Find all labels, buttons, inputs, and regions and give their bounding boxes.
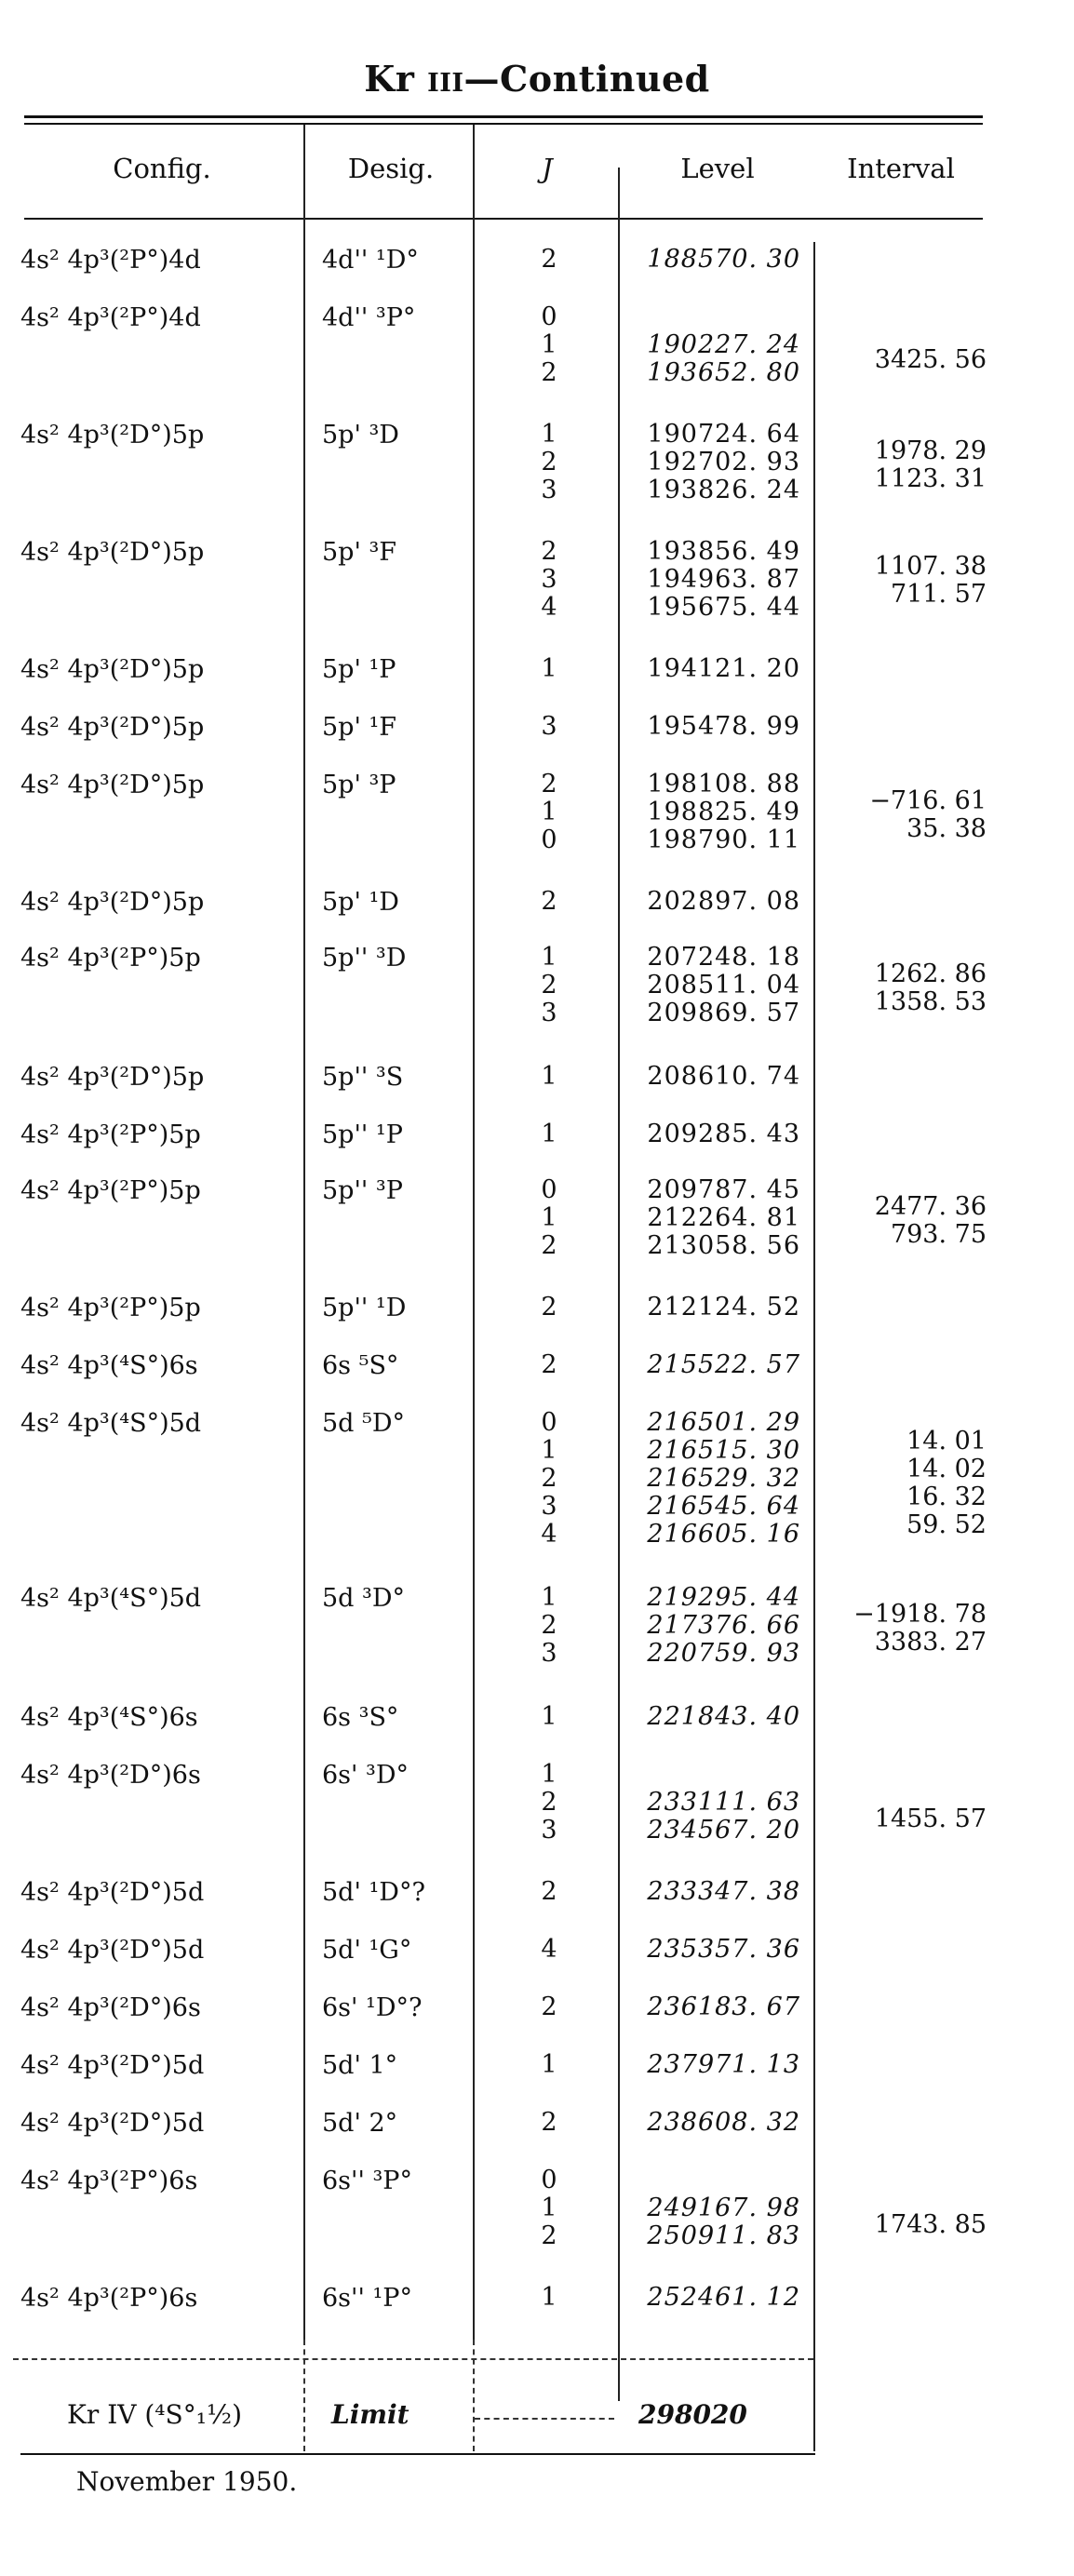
- dashed-divider-1: [303, 2340, 305, 2451]
- j-value: 1: [541, 1702, 557, 1731]
- level-value: 216529. 32: [647, 1464, 800, 1493]
- j-value: 2: [541, 1293, 557, 1322]
- level-cell: [635, 1878, 800, 1906]
- j-value: 2: [541, 887, 557, 916]
- level-value: 233111. 63: [647, 1788, 800, 1817]
- interval-value: 16. 32: [906, 1483, 987, 1511]
- level-value: 250911. 83: [647, 2221, 800, 2250]
- interval-cell: [838, 437, 987, 493]
- j-value: 2: [541, 537, 557, 566]
- desig-cell: 5p' ³D: [322, 421, 399, 449]
- level-value: 235357. 36: [647, 1935, 800, 1964]
- level-value: 236183. 67: [647, 1992, 800, 2021]
- j-value: 1: [541, 330, 557, 359]
- interval-cell: [838, 1193, 987, 1249]
- header-interval: Interval: [847, 153, 955, 184]
- title-suffix: —Continued: [463, 58, 710, 100]
- bottom-rule: [20, 2453, 815, 2455]
- j-cell: [521, 1761, 577, 1845]
- j-cell: [521, 2109, 577, 2137]
- desig-cell: 5p'' ³D: [322, 944, 407, 973]
- title-ion: III: [427, 69, 464, 98]
- interval-value: 59. 52: [906, 1510, 987, 1539]
- dashed-divider-2: [473, 2340, 475, 2451]
- level-value: 216605. 16: [647, 1520, 800, 1549]
- j-value: 1: [541, 1120, 557, 1148]
- config-cell: 4s² 4p³(²P°)5p: [20, 1176, 201, 1205]
- desig-cell: 6s ³S°: [322, 1703, 399, 1732]
- j-cell: [521, 246, 577, 274]
- header-j: J: [542, 153, 553, 184]
- config-cell: 4s² 4p³(²D°)5p: [20, 713, 205, 742]
- interval-value: 1358. 53: [874, 987, 987, 1016]
- level-value: 195478. 99: [647, 712, 800, 741]
- config-cell: 4s² 4p³(⁴S°)5d: [20, 1584, 202, 1613]
- j-value: 4: [541, 1520, 557, 1549]
- j-cell: [521, 1294, 577, 1322]
- interval-value: 1107. 38: [874, 552, 987, 581]
- level-value: 212264. 81: [647, 1203, 800, 1232]
- interval-value: −1918. 78: [853, 1600, 987, 1629]
- level-value: 188570. 30: [647, 245, 800, 274]
- desig-cell: 5p' ¹F: [322, 713, 397, 742]
- j-value: 3: [541, 476, 557, 504]
- j-cell: [521, 1063, 577, 1091]
- desig-cell: 5p' ¹D: [322, 888, 399, 917]
- config-cell: 4s² 4p³(²P°)4d: [20, 303, 201, 332]
- config-cell: 4s² 4p³(²P°)5p: [20, 1294, 201, 1322]
- interval-value: 1743. 85: [874, 2210, 987, 2239]
- desig-cell: 6s'' ³P°: [322, 2167, 412, 2195]
- desig-cell: 4d'' ¹D°: [322, 246, 419, 275]
- j-cell: [521, 655, 577, 683]
- level-cell: [635, 1584, 800, 1668]
- j-cell: [521, 1993, 577, 2021]
- j-value: 1: [541, 2194, 557, 2222]
- j-value: 2: [541, 448, 557, 476]
- desig-cell: 5p'' ³P: [322, 1176, 403, 1205]
- level-value: 249167. 98: [647, 2194, 800, 2222]
- interval-value: 1455. 57: [874, 1805, 987, 1833]
- level-value: 192702. 93: [647, 448, 800, 476]
- j-cell: [521, 1703, 577, 1731]
- top-rule: [24, 115, 983, 118]
- j-cell: [521, 1936, 577, 1964]
- j-value: 1: [541, 943, 557, 972]
- limit-dashed-rule: [13, 2358, 813, 2360]
- config-cell: 4s² 4p³(²D°)5d: [20, 2109, 205, 2138]
- config-cell: 4s² 4p³(²D°)5p: [20, 655, 205, 684]
- interval-cell: [838, 787, 987, 843]
- j-value: 2: [541, 1611, 557, 1640]
- j-value: 4: [541, 1935, 557, 1964]
- level-value: 213058. 56: [647, 1231, 800, 1260]
- level-cell: [635, 1409, 800, 1549]
- level-value: 208610. 74: [647, 1062, 800, 1091]
- level-cell: [635, 1351, 800, 1379]
- j-cell: [521, 1176, 577, 1260]
- j-cell: [521, 303, 577, 387]
- j-cell: [521, 2167, 577, 2250]
- level-value: 193856. 49: [647, 537, 800, 566]
- j-cell: [521, 538, 577, 622]
- j-value: 1: [541, 420, 557, 449]
- j-cell: [521, 944, 577, 1027]
- j-value: 0: [541, 302, 557, 331]
- level-value: 209869. 57: [647, 999, 800, 1027]
- j-value: 1: [541, 1760, 557, 1789]
- level-value: 198790. 11: [647, 825, 800, 854]
- j-value: 2: [541, 971, 557, 1000]
- level-cell: [635, 888, 800, 916]
- desig-cell: 6s' ¹D°?: [322, 1993, 423, 2022]
- j-cell: [521, 1409, 577, 1549]
- level-cell: [635, 1761, 800, 1845]
- config-cell: 4s² 4p³(²D°)5p: [20, 1063, 205, 1092]
- j-value: 3: [541, 999, 557, 1027]
- column-divider-config: [303, 125, 305, 2340]
- j-cell: [521, 1584, 577, 1668]
- j-value: 2: [541, 1788, 557, 1817]
- desig-cell: 5d' ¹G°: [322, 1936, 412, 1965]
- level-value: 190724. 64: [647, 420, 800, 449]
- level-cell: [635, 2051, 800, 2079]
- level-cell: [635, 1176, 800, 1260]
- j-value: 0: [541, 2166, 557, 2194]
- level-value: 194121. 20: [647, 654, 800, 683]
- j-value: 3: [541, 565, 557, 594]
- j-value: 3: [541, 712, 557, 741]
- j-cell: [521, 1120, 577, 1148]
- interval-value: 711. 57: [890, 580, 987, 609]
- j-value: 2: [541, 1464, 557, 1493]
- config-cell: 4s² 4p³(⁴S°)5d: [20, 1409, 202, 1438]
- j-cell: [521, 713, 577, 741]
- j-value: 2: [541, 2221, 557, 2250]
- level-value: 238608. 32: [647, 2108, 800, 2137]
- interval-value: 14. 01: [906, 1427, 987, 1456]
- level-value: 198108. 88: [647, 770, 800, 798]
- interval-cell: [838, 1428, 987, 1539]
- desig-cell: 6s'' ¹P°: [322, 2284, 412, 2313]
- config-cell: 4s² 4p³(²P°)6s: [20, 2284, 198, 2313]
- footer-date: November 1950.: [76, 2466, 298, 2497]
- j-value: 2: [541, 1231, 557, 1260]
- interval-cell: [838, 960, 987, 1016]
- j-value: 1: [541, 654, 557, 683]
- level-cell: [635, 1120, 800, 1148]
- level-value: 209285. 43: [647, 1120, 800, 1148]
- desig-cell: 5p' ¹P: [322, 655, 396, 684]
- desig-cell: 5d ³D°: [322, 1584, 406, 1613]
- level-value: 216501. 29: [647, 1408, 800, 1437]
- desig-cell: 5d' 1°: [322, 2051, 398, 2080]
- interval-cell: [838, 553, 987, 609]
- level-value: [635, 303, 800, 331]
- j-value: 1: [541, 1583, 557, 1612]
- desig-cell: 5p' ³P: [322, 771, 396, 799]
- interval-value: 14. 02: [906, 1455, 987, 1483]
- level-value: 193652. 80: [647, 358, 800, 387]
- level-cell: [635, 538, 800, 622]
- interval-value: 1262. 86: [874, 959, 987, 988]
- j-value: 2: [541, 2108, 557, 2137]
- level-cell: [635, 246, 800, 274]
- level-value: 237971. 13: [647, 2050, 800, 2079]
- config-cell: 4s² 4p³(²P°)6s: [20, 2167, 198, 2195]
- config-cell: 4s² 4p³(⁴S°)6s: [20, 1351, 198, 1380]
- title-element: Kr: [364, 58, 415, 100]
- j-value: 0: [541, 1175, 557, 1204]
- j-value: 1: [541, 1436, 557, 1465]
- level-value: 195675. 44: [647, 593, 800, 622]
- interval-cell: [838, 346, 987, 374]
- j-cell: [521, 1878, 577, 1906]
- j-cell: [521, 1351, 577, 1379]
- j-cell: [521, 2284, 577, 2312]
- level-value: 219295. 44: [647, 1583, 800, 1612]
- config-cell: 4s² 4p³(²D°)5p: [20, 888, 205, 917]
- limit-label: Limit: [331, 2399, 409, 2430]
- level-value: 207248. 18: [647, 943, 800, 972]
- interval-value: 3425. 56: [874, 345, 987, 374]
- level-value: 252461. 12: [647, 2283, 800, 2312]
- level-value: 190227. 24: [647, 330, 800, 359]
- j-value: 1: [541, 1062, 557, 1091]
- desig-cell: 5p'' ¹P: [322, 1120, 403, 1149]
- desig-cell: 5p'' ¹D: [322, 1294, 407, 1322]
- limit-config: Kr IV (⁴S°₁½): [67, 2399, 243, 2430]
- j-value: 0: [541, 825, 557, 854]
- level-cell: [635, 421, 800, 504]
- desig-cell: 5p' ³F: [322, 538, 397, 567]
- level-cell: [635, 655, 800, 683]
- level-cell: [635, 2284, 800, 2312]
- desig-cell: 5d ⁵D°: [322, 1409, 406, 1438]
- j-value: 3: [541, 1816, 557, 1845]
- desig-cell: 4d'' ³P°: [322, 303, 416, 332]
- level-cell: [635, 713, 800, 741]
- j-value: 0: [541, 1408, 557, 1437]
- interval-value: 3383. 27: [874, 1628, 987, 1657]
- level-value: 212124. 52: [647, 1293, 800, 1322]
- top-rule-thin: [24, 123, 983, 125]
- j-value: 1: [541, 2283, 557, 2312]
- j-cell: [521, 421, 577, 504]
- level-cell: [635, 1063, 800, 1091]
- level-value: 234567. 20: [647, 1816, 800, 1845]
- column-divider-j: [618, 168, 620, 2401]
- header-rule: [24, 218, 983, 220]
- j-value: 2: [541, 770, 557, 798]
- interval-value: 35. 38: [906, 814, 987, 843]
- header-desig: Desig.: [347, 153, 435, 184]
- config-cell: 4s² 4p³(²P°)4d: [20, 246, 201, 275]
- level-cell: [635, 2167, 800, 2250]
- level-value: 217376. 66: [647, 1611, 800, 1640]
- config-cell: 4s² 4p³(²P°)5p: [20, 944, 201, 973]
- j-value: 2: [541, 1350, 557, 1379]
- level-value: 209787. 45: [647, 1175, 800, 1204]
- config-cell: 4s² 4p³(²D°)6s: [20, 1761, 201, 1790]
- page-title: [0, 58, 1074, 100]
- config-cell: 4s² 4p³(²D°)6s: [20, 1993, 201, 2022]
- interval-cell: [838, 2211, 987, 2239]
- interval-value: 1123. 31: [874, 464, 987, 493]
- level-value: 194963. 87: [647, 565, 800, 594]
- level-cell: [635, 1936, 800, 1964]
- level-value: 193826. 24: [647, 476, 800, 504]
- level-value: 221843. 40: [647, 1702, 800, 1731]
- column-divider-level: [813, 242, 815, 2451]
- desig-cell: 6s ⁵S°: [322, 1351, 399, 1380]
- level-value: [635, 1761, 800, 1789]
- j-value: 1: [541, 1203, 557, 1232]
- interval-value: 793. 75: [890, 1220, 987, 1249]
- desig-cell: 5d' 2°: [322, 2109, 398, 2138]
- limit-j-dashed: [475, 2418, 614, 2420]
- j-value: 2: [541, 358, 557, 387]
- level-value: 198825. 49: [647, 798, 800, 826]
- j-value: 4: [541, 593, 557, 622]
- header-config: Config.: [113, 153, 211, 184]
- interval-value: 1978. 29: [874, 436, 987, 465]
- level-cell: [635, 303, 800, 387]
- j-cell: [521, 888, 577, 916]
- desig-cell: 5p'' ³S: [322, 1063, 404, 1092]
- level-cell: [635, 1703, 800, 1731]
- level-cell: [635, 771, 800, 854]
- config-cell: 4s² 4p³(⁴S°)6s: [20, 1703, 198, 1732]
- j-value: 3: [541, 1492, 557, 1521]
- interval-cell: [838, 1601, 987, 1657]
- interval-cell: [838, 1805, 987, 1833]
- config-cell: 4s² 4p³(²D°)5p: [20, 538, 205, 567]
- level-value: 220759. 93: [647, 1639, 800, 1668]
- desig-cell: 6s' ³D°: [322, 1761, 409, 1790]
- level-value: 216545. 64: [647, 1492, 800, 1521]
- j-value: 1: [541, 2050, 557, 2079]
- j-value: 3: [541, 1639, 557, 1668]
- config-cell: 4s² 4p³(²D°)5d: [20, 1936, 205, 1965]
- column-divider-desig: [473, 125, 475, 2340]
- j-cell: [521, 771, 577, 854]
- level-value: 208511. 04: [647, 971, 800, 1000]
- interval-value: −716. 61: [869, 786, 987, 815]
- config-cell: 4s² 4p³(²D°)5p: [20, 421, 205, 449]
- level-cell: [635, 2109, 800, 2137]
- j-value: 2: [541, 245, 557, 274]
- level-cell: [635, 944, 800, 1027]
- interval-value: 2477. 36: [874, 1192, 987, 1221]
- j-value: 2: [541, 1992, 557, 2021]
- header-level: Level: [680, 153, 755, 184]
- level-value: 215522. 57: [647, 1350, 800, 1379]
- level-value: [635, 2167, 800, 2194]
- config-cell: 4s² 4p³(²D°)5d: [20, 2051, 205, 2080]
- j-cell: [521, 2051, 577, 2079]
- j-value: 2: [541, 1877, 557, 1906]
- level-value: 233347. 38: [647, 1877, 800, 1906]
- config-cell: 4s² 4p³(²P°)5p: [20, 1120, 201, 1149]
- config-cell: 4s² 4p³(²D°)5p: [20, 771, 205, 799]
- limit-level: 298020: [638, 2399, 747, 2430]
- desig-cell: 5d' ¹D°?: [322, 1878, 425, 1907]
- level-cell: [635, 1294, 800, 1322]
- level-cell: [635, 1993, 800, 2021]
- level-value: 216515. 30: [647, 1436, 800, 1465]
- j-value: 1: [541, 798, 557, 826]
- config-cell: 4s² 4p³(²D°)5d: [20, 1878, 205, 1907]
- level-value: 202897. 08: [647, 887, 800, 916]
